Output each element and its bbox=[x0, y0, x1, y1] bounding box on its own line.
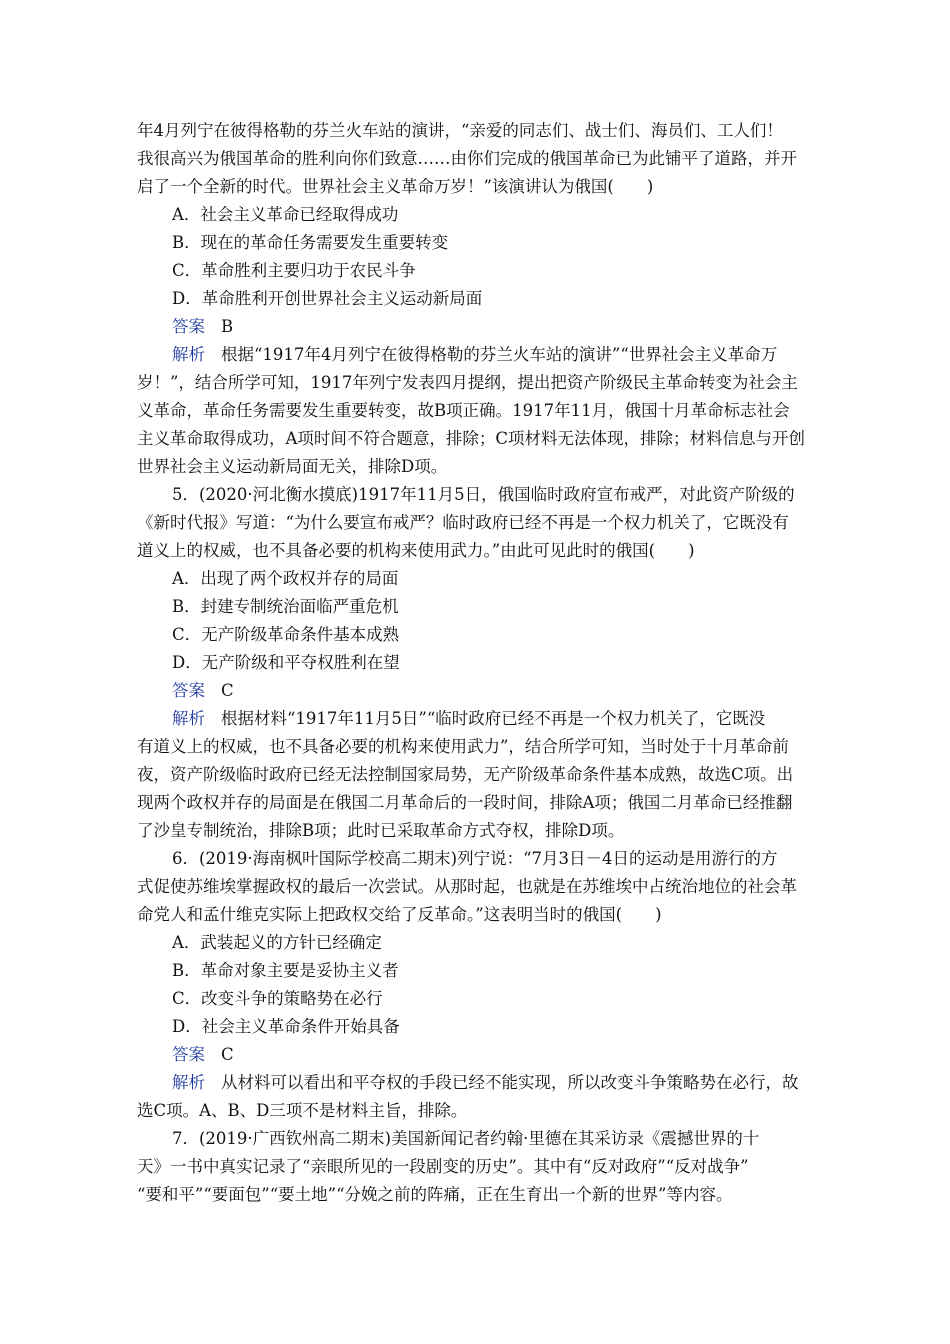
q6-stem-line-3: 命党人和孟什维克实际上把政权交给了反革命。”这表明当时的俄国( ) bbox=[137, 905, 662, 924]
q4-option-d: D．革命胜利开创世界社会主义运动新局面 bbox=[172, 289, 483, 308]
q7-stem-line-3: “要和平”“要面包”“要土地”“分娩之前的阵痛，正在生育出一个新的世界”等内容。 bbox=[137, 1185, 733, 1204]
q4-analysis-line-3: 义革命，革命任务需要发生重要转变，故B项正确。1917年11月，俄国十月革命标志社会 bbox=[137, 401, 790, 420]
q7-stem-line-2: 天》一书中真实记录了“亲眼所见的一段剧变的历史”。其中有“反对政府”“反对战争” bbox=[137, 1157, 749, 1176]
q4-option-c: C．革命胜利主要归功于农民斗争 bbox=[172, 261, 416, 280]
q5-option-d: D．无产阶级和平夺权胜利在望 bbox=[172, 653, 400, 672]
q5-answer bbox=[172, 677, 234, 705]
q4-analysis-line-1 bbox=[172, 341, 777, 369]
q4-analysis-line-4: 主义革命取得成功，A项时间不符合题意，排除；C项材料无法体现，排除；材料信息与开创 bbox=[137, 429, 806, 448]
analysis-label: 解析 bbox=[172, 1073, 205, 1092]
q5-stem-line-1: 5．(2020·河北衡水摸底)1917年11月5日，俄国临时政府宣布戒严，对此资产阶级的 bbox=[172, 485, 795, 504]
q5-analysis-line-5: 了沙皇专制统治，排除B项；此时已采取革命方式夺权，排除D项。 bbox=[137, 821, 625, 840]
q4-option-b: B．现在的革命任务需要发生重要转变 bbox=[172, 233, 449, 252]
q6-option-a: A．武装起义的方针已经确定 bbox=[172, 933, 382, 952]
answer-label: 答案 bbox=[172, 317, 205, 336]
q5-stem-line-2: 《新时代报》写道：“为什么要宣布戒严？临时政府已经不再是一个权力机关了，它既没有 bbox=[137, 513, 789, 532]
answer-label: 答案 bbox=[172, 681, 205, 700]
q4-answer bbox=[172, 313, 233, 341]
q6-analysis-line-2: 选C项。A、B、D三项不是材料主旨，排除。 bbox=[137, 1101, 468, 1120]
q5-analysis-line-4: 现两个政权并存的局面是在俄国二月革命后的一段时间，排除A项；俄国二月革命已经推翻 bbox=[137, 793, 793, 812]
q5-option-c: C．无产阶级革命条件基本成熟 bbox=[172, 625, 400, 644]
answer-value: C bbox=[221, 1045, 234, 1064]
q4-stem-line-3: 启了一个全新的时代。世界社会主义革命万岁！”该演讲认为俄国( ) bbox=[137, 177, 654, 196]
q7-stem-line-1: 7．(2019·广西钦州高二期末)美国新闻记者约翰·里德在其采访录《震撼世界的十 bbox=[172, 1129, 760, 1148]
q6-stem-line-2: 式促使苏维埃掌握政权的最后一次尝试。从那时起，也就是在苏维埃中占统治地位的社会革 bbox=[137, 877, 797, 896]
analysis-label: 解析 bbox=[172, 345, 205, 364]
q5-analysis-line-3: 夜，资产阶级临时政府已经无法控制国家局势，无产阶级革命条件基本成熟，故选C项。出 bbox=[137, 765, 794, 784]
q6-option-c: C．改变斗争的策略势在必行 bbox=[172, 989, 383, 1008]
analysis-text: 根据材料“1917年11月5日”“临时政府已经不再是一个权力机关了，它既没 bbox=[221, 709, 766, 728]
q6-stem-line-1: 6．(2019·海南枫叶国际学校高二期末)列宁说：“7月3日－4日的运动是用游行的方 bbox=[172, 849, 778, 868]
answer-value: C bbox=[221, 681, 234, 700]
q4-analysis-line-5: 世界社会主义运动新局面无关，排除D项。 bbox=[137, 457, 448, 476]
q6-option-d: D．社会主义革命条件开始具备 bbox=[172, 1017, 400, 1036]
q6-answer bbox=[172, 1041, 234, 1069]
q5-analysis-line-2: 有道义上的权威，也不具备必要的机构来使用武力”，结合所学可知，当时处于十月革命前 bbox=[137, 737, 789, 756]
q5-analysis-line-1 bbox=[172, 705, 765, 733]
q4-stem-line-1: 年4月列宁在彼得格勒的芬兰火车站的演讲，“亲爱的同志们、战士们、海员们、工人们！ bbox=[137, 121, 783, 140]
analysis-label: 解析 bbox=[172, 709, 205, 728]
q4-option-a: A．社会主义革命已经取得成功 bbox=[172, 205, 399, 224]
answer-value: B bbox=[221, 317, 234, 336]
q4-stem-line-2: 我很高兴为俄国革命的胜利向你们致意……由你们完成的俄国革命已为此铺平了道路，并开 bbox=[137, 149, 797, 168]
q5-option-b: B．封建专制统治面临严重危机 bbox=[172, 597, 399, 616]
q5-stem-line-3: 道义上的权威，也不具备必要的机构来使用武力。”由此可见此时的俄国( ) bbox=[137, 541, 695, 560]
q5-option-a: A．出现了两个政权并存的局面 bbox=[172, 569, 399, 588]
q6-analysis-line-1 bbox=[172, 1069, 799, 1097]
q6-option-b: B．革命对象主要是妥协主义者 bbox=[172, 961, 399, 980]
analysis-text: 根据“1917年4月列宁在彼得格勒的芬兰火车站的演讲”“世界社会主义革命万 bbox=[221, 345, 778, 364]
q4-analysis-line-2: 岁！”，结合所学可知，1917年列宁发表四月提纲，提出把资产阶级民主革命转变为社会主 bbox=[137, 373, 798, 392]
answer-label: 答案 bbox=[172, 1045, 205, 1064]
analysis-text: 从材料可以看出和平夺权的手段已经不能实现，所以改变斗争策略势在必行，故 bbox=[221, 1073, 799, 1092]
